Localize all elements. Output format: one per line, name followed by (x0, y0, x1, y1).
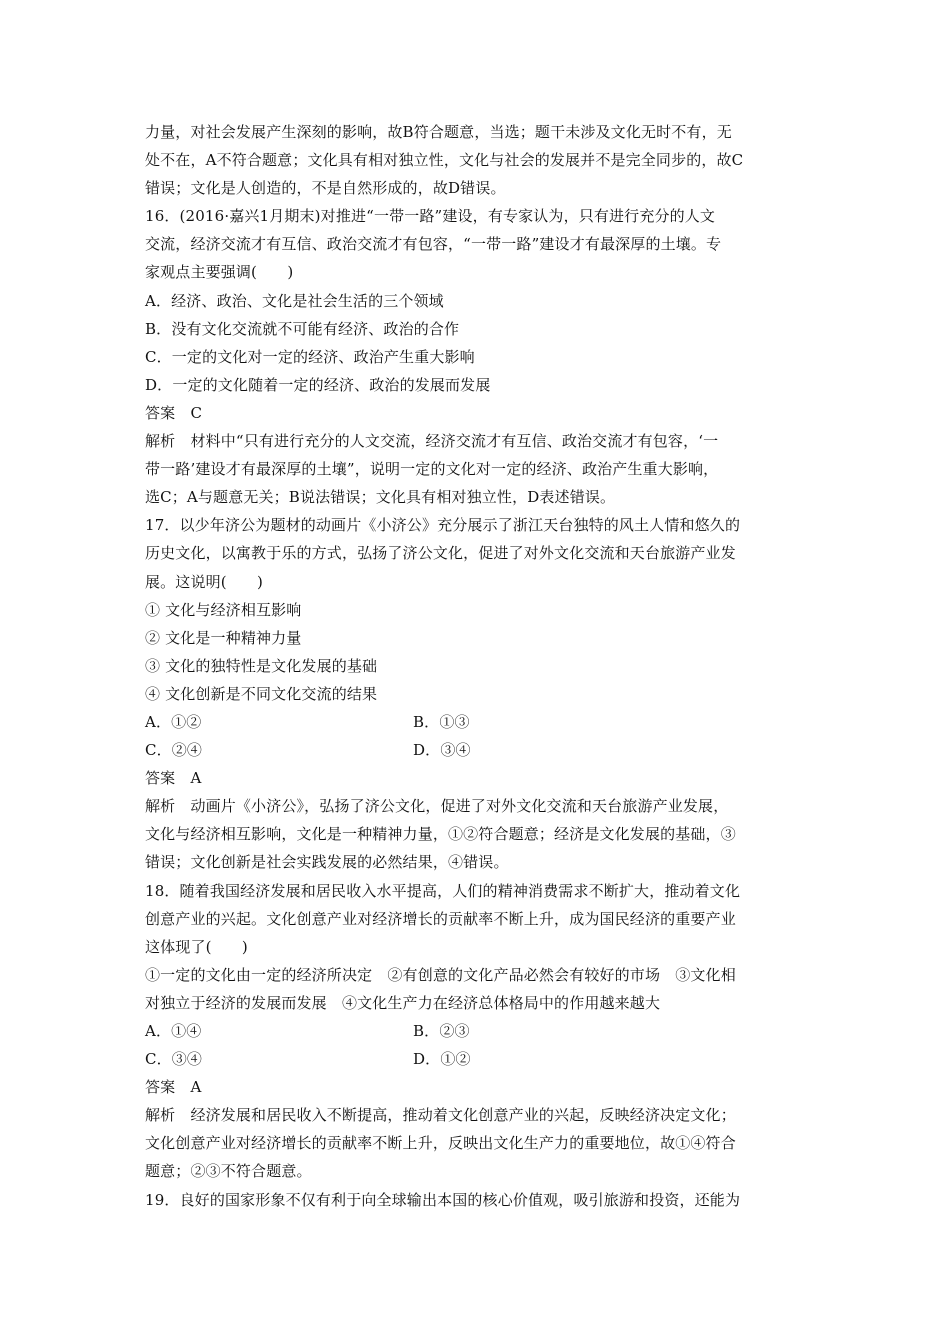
answer: 答案 A (145, 1078, 202, 1097)
option-c: C．一定的文化对一定的经济、政治产生重大影响 (145, 347, 475, 366)
statement-2: ② 文化是一种精神力量 (145, 628, 302, 647)
text-line: 处不在，A不符合题意；文化具有相对独立性，文化与社会的发展并不是完全同步的，故C (145, 151, 744, 170)
text-line: 交流，经济交流才有互信、政治交流才有包容，“一带一路”建设才有最深厚的土壤。专 (145, 235, 722, 254)
analysis: 解析 经济发展和居民收入不断提高，推动着文化创意产业的兴起，反映经济决定文化； (145, 1106, 736, 1125)
text-line: 文化创意产业对经济增长的贡献率不断上升，反映出文化生产力的重要地位，故①④符合 (145, 1134, 736, 1153)
question-17-stem: 17．以少年济公为题材的动画片《小济公》充分展示了浙江天台独特的风土人情和悠久的 (145, 516, 741, 535)
text-line: 选C；A与题意无关；B说法错误；文化具有相对独立性，D表述错误。 (145, 488, 616, 507)
text-line: 错误；文化创新是社会实践发展的必然结果，④错误。 (145, 853, 509, 872)
question-18-stem: 18．随着我国经济发展和居民收入水平提高，人们的精神消费需求不断扩大，推动着文化 (145, 881, 741, 900)
text-line: 力量，对社会发展产生深刻的影响，故B符合题意，当选；题干未涉及文化无时不有，无 (145, 123, 732, 141)
text-line: 错误；文化是人创造的，不是自然形成的，故D错误。 (145, 179, 506, 198)
option-c: C．②④ (145, 741, 203, 760)
statements: ①一定的文化由一定的经济所决定 ②有创意的文化产品必然会有较好的市场 ③文化相 (145, 965, 736, 984)
option-d: D．①② (413, 1050, 471, 1069)
options-row (145, 1017, 817, 1045)
option-c: C．③④ (145, 1050, 203, 1069)
text-line: 展。这说明( ) (145, 572, 264, 591)
option-d: D．③④ (413, 741, 471, 760)
option-a: A．①④ (145, 1022, 202, 1040)
statements: 对独立于经济的发展而发展 ④文化生产力在经济总体格局中的作用越来越大 (145, 993, 661, 1012)
options-row (145, 708, 817, 736)
text-line: 带一路’建设才有最深厚的土壤”，说明一定的文化对一定的经济、政治产生重大影响， (145, 460, 719, 479)
option-a: A．①② (145, 712, 202, 731)
analysis: 解析 动画片《小济公》，弘扬了济公文化，促进了对外文化交流和天台旅游产业发展， (145, 797, 729, 816)
statement-4: ④ 文化创新是不同文化交流的结果 (145, 684, 378, 703)
text-line: 创意产业的兴起。文化创意产业对经济增长的贡献率不断上升，成为国民经济的重要产业 (145, 909, 736, 928)
text-line: 文化与经济相互影响，文化是一种精神力量，①②符合题意；经济是文化发展的基础，③ (145, 825, 736, 844)
option-b: B．没有文化交流就不可能有经济、政治的合作 (145, 319, 460, 338)
option-b: B．①③ (413, 712, 470, 731)
answer: 答案 A (145, 769, 202, 788)
options-row (145, 1045, 817, 1073)
text-line: 题意；②③不符合题意。 (145, 1162, 312, 1181)
statement-1: ① 文化与经济相互影响 (145, 600, 302, 619)
answer: 答案 C (145, 403, 203, 422)
option-b: B．②③ (413, 1022, 470, 1040)
analysis: 解析 材料中“只有进行充分的人文交流，经济交流才有互信、政治交流才有包容，‘一 (145, 432, 719, 451)
statement-3: ③ 文化的独特性是文化发展的基础 (145, 656, 378, 675)
question-19-stem: 19．良好的国家形象不仅有利于向全球输出本国的核心价值观，吸引旅游和投资，还能为 (145, 1190, 741, 1209)
text-line: 这体现了( ) (145, 937, 248, 956)
option-d: D．一定的文化随着一定的经济、政治的发展而发展 (145, 375, 491, 394)
text-line: 历史文化，以寓教于乐的方式，弘扬了济公文化，促进了对外文化交流和天台旅游产业发 (145, 544, 736, 563)
text-line: 家观点主要强调( ) (145, 263, 294, 282)
document-body (145, 118, 817, 1214)
question-16-stem: 16．(2016·嘉兴1月期末)对推进“一带一路”建设，有专家认为，只有进行充分的人文 (145, 207, 716, 226)
option-a: A．经济、政治、文化是社会生活的三个领域 (145, 291, 444, 310)
options-row (145, 736, 817, 764)
